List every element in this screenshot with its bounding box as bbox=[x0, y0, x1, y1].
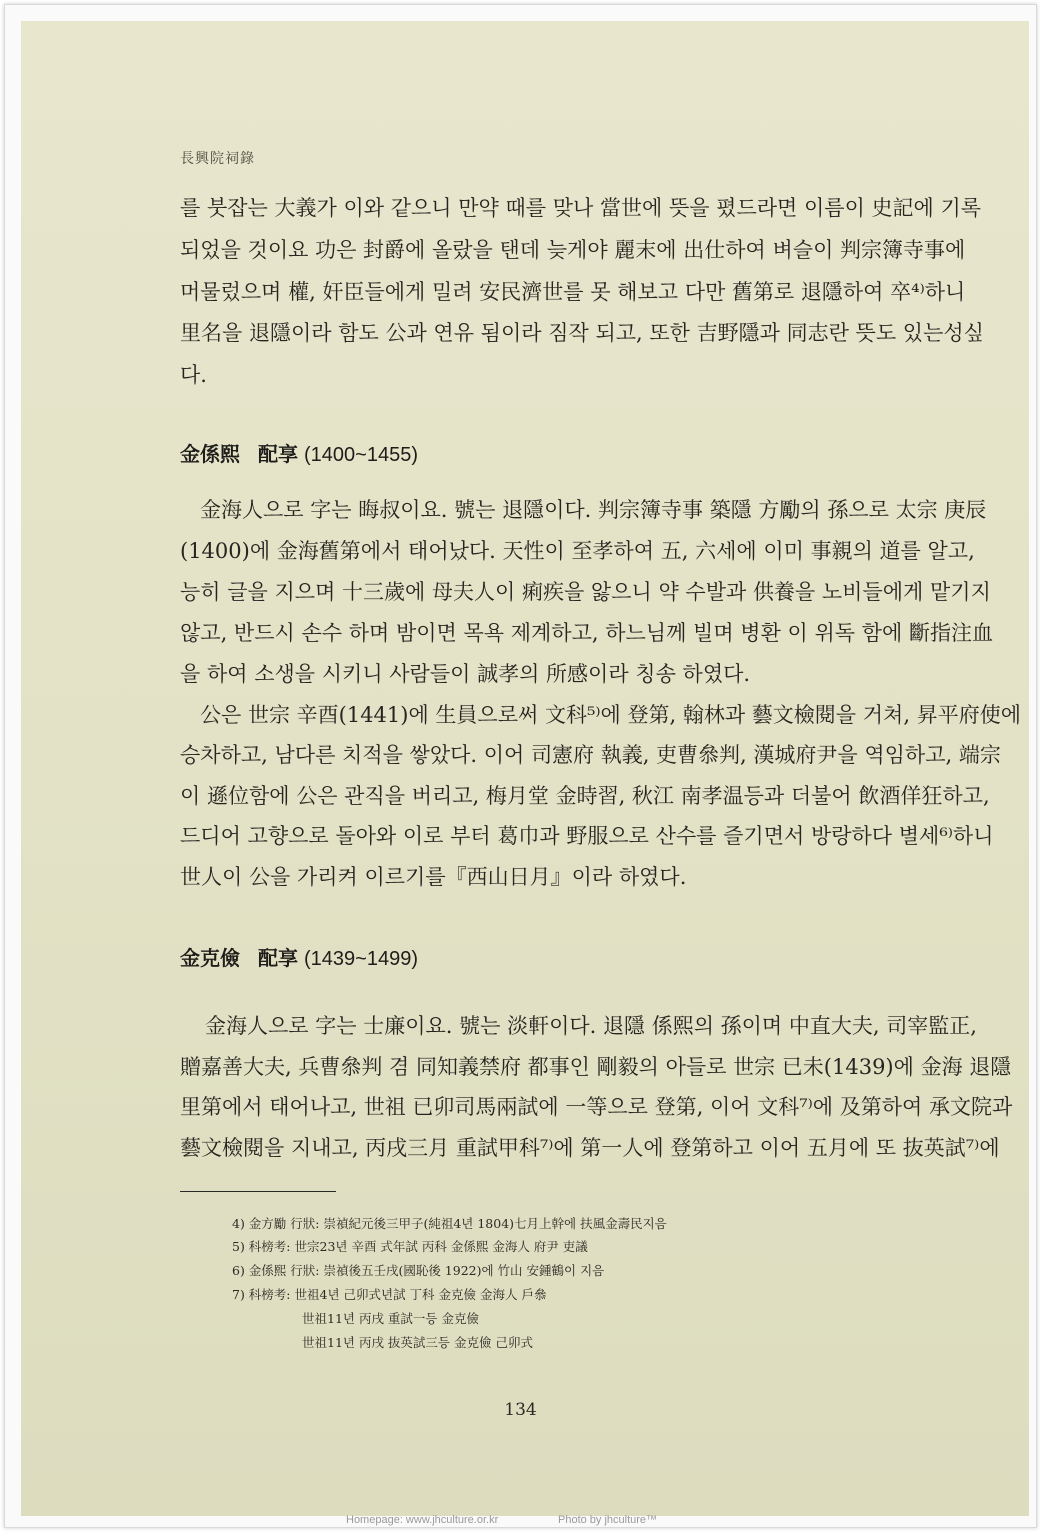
page-number: 134 bbox=[504, 1400, 537, 1420]
footnote-5: 5) 科榜考: 世宗23년 辛酉 式年試 丙科 金係熙 金海人 府尹 吏議 bbox=[232, 1239, 588, 1254]
section1-line-7: 승차하고, 남다른 치적을 쌓았다. 이어 司憲府 執義, 吏曹叅判, 漢城府尹을 역임하고, 端宗 bbox=[180, 743, 1001, 767]
section1-line-4: 않고, 반드시 손수 하며 밤이면 목욕 제계하고, 하느님께 빌며 병환 이 위독 함에 斷指注血 bbox=[180, 621, 993, 645]
intro-line-3: 머물렀으며 權, 奸臣들에게 밀려 安民濟世를 못 해보고 다만 舊第로 退隱하여 卒⁴⁾하니 bbox=[180, 280, 966, 304]
section1-line-10: 世人이 公을 가리켜 이르기를『西山日月』이라 하였다. bbox=[180, 865, 687, 889]
person-role: 配享 bbox=[258, 442, 298, 466]
footnote-4: 4) 金方勵 行狀: 崇禎紀元後三甲子(純祖4년 1804)七月上幹에 扶風金壽民지음 bbox=[232, 1216, 667, 1231]
person-role: 配享 bbox=[258, 946, 298, 970]
running-header: 長興院祠錄 bbox=[180, 151, 255, 167]
section2-line-1: 金海人으로 字는 士廉이요. 號는 淡軒이다. 退隱 係熙의 孫이며 中直大夫, 司宰監正, bbox=[205, 1014, 977, 1038]
section2-line-4: 藝文檢閱을 지내고, 丙戌三月 重試甲科⁷⁾에 第一人에 登第하고 이어 五月에 또 抜英試⁷⁾에 bbox=[180, 1136, 1000, 1160]
section1-line-2: (1400)에 金海舊第에서 태어났다. 天性이 至孝하여 五, 六세에 이미 事親의 道를 알고, bbox=[180, 539, 975, 563]
footnote-7-cont-2: 世祖11년 丙戌 抜英試三등 金克儉 己卯式 bbox=[302, 1335, 533, 1350]
section-heading-kim-geukgeom bbox=[180, 942, 418, 971]
intro-line-1: 를 붓잡는 大義가 이와 같으니 만약 때를 맞나 當世에 뜻을 폈드라면 이름이 史記에 기록 bbox=[180, 196, 982, 220]
section1-line-5: 을 하여 소생을 시키니 사람들이 誠孝의 所感이라 칭송 하였다. bbox=[180, 662, 751, 686]
footnote-separator bbox=[180, 1191, 336, 1192]
section-heading-kim-gyehui bbox=[180, 438, 418, 467]
intro-line-5: 다. bbox=[180, 363, 207, 387]
person-years: (1439~1499) bbox=[304, 948, 418, 970]
homepage-credit: Homepage: www.jhculture.or.kr bbox=[346, 1514, 499, 1526]
section1-line-1: 金海人으로 字는 晦叔이요. 號는 退隱이다. 判宗簿寺事 築隱 方勵의 孫으로 太宗 庚辰 bbox=[200, 498, 987, 522]
section1-line-8: 이 遜位함에 公은 관직을 버리고, 梅月堂 金時習, 秋江 南孝温등과 더불어 飲酒佯狂하고, bbox=[180, 784, 990, 808]
person-years: (1400~1455) bbox=[304, 444, 418, 466]
person-name: 金克儉 bbox=[180, 946, 240, 970]
photo-credit: Photo by jhculture™ bbox=[558, 1514, 658, 1526]
footnote-7: 7) 科榜考: 世祖4년 己卯式년試 丁科 金克儉 金海人 戶叅 bbox=[232, 1287, 547, 1302]
footnote-7-cont-1: 世祖11년 丙戌 重試一등 金克儉 bbox=[302, 1311, 479, 1326]
section2-line-2: 贈嘉善大夫, 兵曹叅判 겸 同知義禁府 都事인 剛毅의 아들로 世宗 已未(1439)에 金海 退隱 bbox=[180, 1055, 1012, 1079]
intro-line-2: 되었을 것이요 功은 封爵에 올랐을 탠데 늦게야 麗末에 出仕하여 벼슬이 判宗簿寺事에 bbox=[180, 238, 966, 262]
footnote-6: 6) 金係熙 行狀: 崇禎後五壬戌(國恥後 1922)에 竹山 安鍾鶴이 지음 bbox=[232, 1263, 605, 1278]
section1-line-3: 능히 글을 지으며 十三歲에 母夫人이 痢疾을 앓으니 약 수발과 供養을 노비들에게 맡기지 bbox=[180, 580, 991, 604]
section1-line-9: 드디어 고향으로 돌아와 이로 부터 葛巾과 野服으로 산수를 즐기면서 방랑하다 별세⁶⁾하니 bbox=[180, 824, 994, 848]
person-name: 金係熙 bbox=[180, 442, 240, 466]
section1-line-6: 公은 世宗 辛酉(1441)에 生員으로써 文科⁵⁾에 登第, 翰林과 藝文檢閱을 거쳐, 昇平府使에 bbox=[200, 703, 1021, 727]
section2-line-3: 里第에서 태어나고, 世祖 已卯司馬兩試에 一等으로 登第, 이어 文科⁷⁾에 及第하여 承文院과 bbox=[180, 1095, 1013, 1119]
intro-line-4: 里名을 退隱이라 함도 公과 연유 됨이라 짐작 되고, 또한 吉野隱과 同志란 뜻도 있는성싶 bbox=[180, 321, 984, 345]
